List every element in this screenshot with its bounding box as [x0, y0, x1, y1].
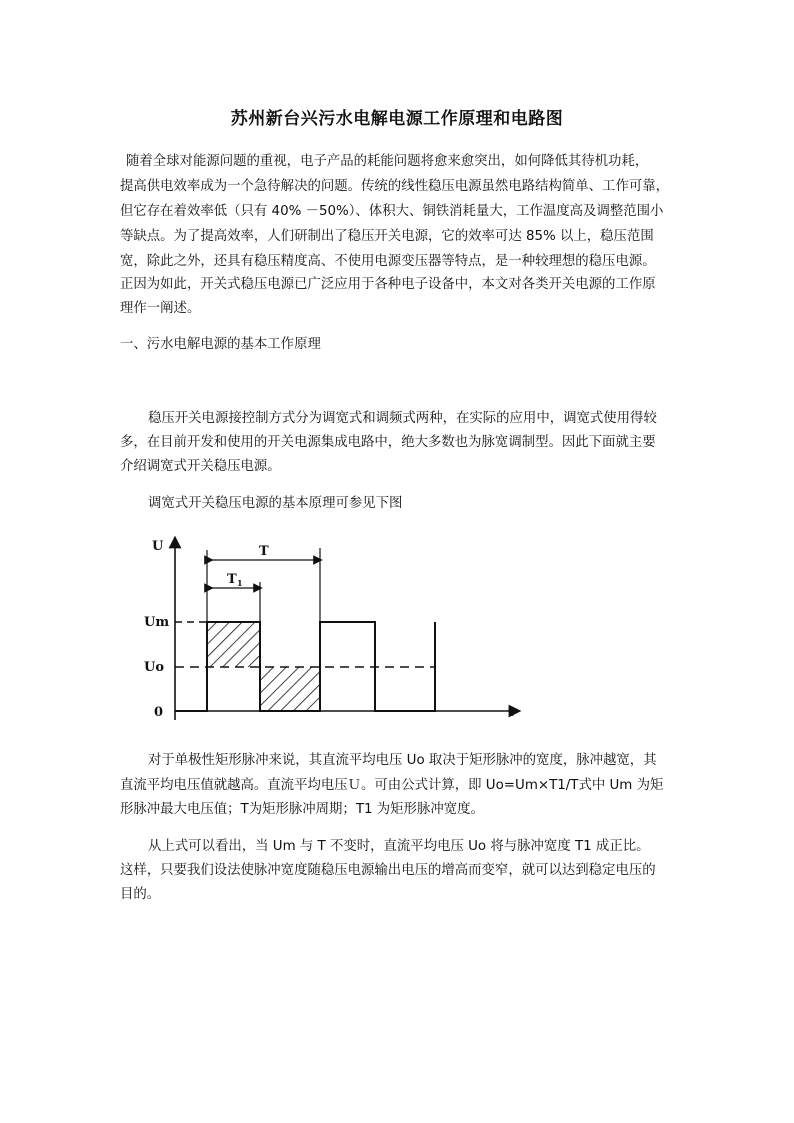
intro-line-7: 理作一阐述。: [120, 301, 201, 316]
pulse-width-label: T: [227, 572, 237, 587]
intro-line-5: 宽，除此之外，还具有稳压精度高、不使用电源变压器等特点，是一种较理想的稳压电源。: [120, 254, 656, 269]
origin-label: 0: [154, 705, 164, 720]
para5-line-3: 目的。: [120, 887, 161, 902]
section-heading: 一、污水电解电源的基本工作原理: [120, 337, 321, 352]
period-label: T: [259, 544, 269, 559]
para2-line-2: 多，在目前开发和使用的开关电源集成电路中，绝大多数也为脉宽调制型。因此下面就主要: [120, 435, 656, 450]
para2-line-3: 介绍调宽式开关稳压电源。: [120, 459, 281, 474]
para4-line-2: 直流平均电压值就越高。直流平均电压Ｕ。可由公式计算，即 Uo=Um×T1/T式中 Um 为矩: [120, 778, 664, 793]
pulse-hatch-low: [260, 667, 320, 711]
para2-line-1: 稳压开关电源接控制方式分为调宽式和调频式两种，在实际的应用中，调宽式使用得较: [148, 411, 657, 426]
intro-line-1: 随着全球对能源问题的重视，电子产品的耗能问题将愈来愈突出，如何降低其待机功耗，: [126, 154, 649, 169]
para5-line-1: 从上式可以看出，当 Um 与 T 不变时，直流平均电压 Uo 将与脉冲宽度 T1 成正比。: [148, 839, 650, 854]
pulse-width-subscript: 1: [237, 578, 243, 588]
intro-line-6: 正因为如此，开关式稳压电源已广泛应用于各种电子设备中，本文对各类开关电源的工作原: [120, 277, 656, 292]
para5-line-2: 这样，只要我们设法使脉冲宽度随稳压电源输出电压的增高而变窄，就可以达到稳定电压的: [120, 863, 656, 878]
para4-line-1: 对于单极性矩形脉冲来说，其直流平均电压 Uo 取决于矩形脉冲的宽度，脉冲越宽，其: [148, 753, 657, 768]
document-title: 苏州新台兴污水电解电源工作原理和电路图: [230, 109, 564, 129]
para4-line-3: 形脉冲最大电压值；T为矩形脉冲周期；T1 为矩形脉冲宽度。: [120, 802, 484, 817]
x-axis-label: t: [508, 705, 515, 720]
uo-label: Uo: [144, 660, 165, 675]
para3: 调宽式开关稳压电源的基本原理可参见下图: [148, 496, 403, 511]
pulse-hatch-high: [207, 622, 260, 667]
pwm-waveform-diagram: [130, 530, 550, 730]
intro-line-2: 提高供电效率成为一个急待解决的问题。传统的线性稳压电源虽然电路结构简单、工作可靠，: [120, 179, 670, 194]
intro-line-3: 但它存在着效率低（只有 40% －50%）、体积大、铜铁消耗量大，工作温度高及调整范围小: [120, 204, 664, 219]
y-axis-label: U: [152, 539, 164, 554]
intro-line-4: 等缺点。为了提高效率，人们研制出了稳压开关电源，它的效率可达 85% 以上，稳压范围: [120, 229, 654, 244]
um-label: Um: [144, 615, 170, 630]
